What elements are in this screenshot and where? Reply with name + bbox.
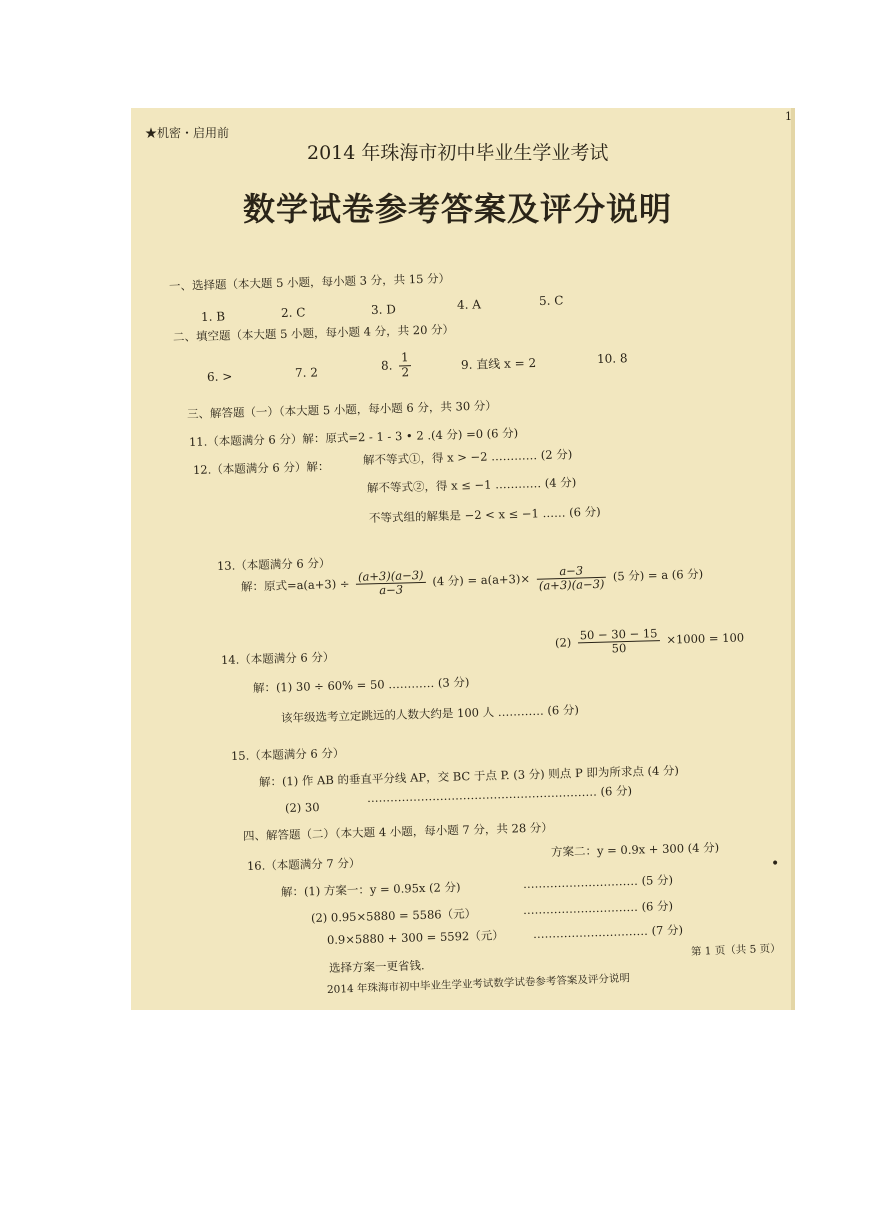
fraction-numerator: (a+3)(a−3) [356, 569, 426, 585]
fraction-denominator: 2 [401, 365, 410, 380]
document-title: 数学试卷参考答案及评分说明 [243, 190, 673, 228]
fraction-numerator: 50 − 30 − 15 [578, 627, 660, 643]
q13-end: (5 分) = a (6 分) [612, 566, 704, 584]
q13-mid: (4 分) = a(a+3)× [432, 571, 531, 589]
q14-part2-label: (2) [554, 635, 572, 650]
question-16-line3: 0.9×5880 + 300 = 5592（元） [326, 928, 504, 947]
question-14-part2 [555, 625, 745, 658]
question-16-line1-dots: ………………………… (5 分) [522, 872, 674, 891]
section1-heading: 一、选择题（本大题 5 小题，每小题 3 分，共 15 分） [168, 271, 451, 293]
question-12-head: 12.（本题满分 6 分）解： [192, 459, 330, 477]
footer-title: 2014 年珠海市初中毕业生学业考试数学试卷参考答案及评分说明 [326, 972, 631, 996]
question-12-line2: 解不等式②，得 x ≤ −1 ………… (4 分) [366, 475, 577, 495]
answer-4: 4. A [456, 297, 482, 312]
answer-9: 9. 直线 x = 2 [460, 355, 537, 372]
fraction-numerator: a−3 [536, 564, 606, 580]
question-14-line1: 解：(1) 30 ÷ 60% = 50 ………… (3 分) [252, 674, 470, 695]
answer-8-fraction [399, 351, 411, 380]
section2-heading: 二、填空题（本大题 5 小题，每小题 4 分，共 20 分） [172, 322, 455, 344]
scanned-answer-sheet [131, 108, 795, 1010]
answer-3: 3. D [370, 302, 397, 317]
answer-2: 2. C [280, 305, 306, 320]
question-14-line2: 该年级选考立定跳远的人数大约是 100 人 ………… (6 分) [280, 702, 580, 725]
question-11: 11.（本题满分 6 分）解：原式=2 - 1 - 3 • 2 .(4 分) =0 (6 分) [188, 425, 519, 449]
question-15-line2: (2) 30 [284, 800, 320, 815]
question-16-head: 16.（本题满分 7 分） [246, 855, 361, 873]
q13-pre: 解：原式=a(a+3) ÷ [240, 576, 350, 594]
question-16-line3-dots: ………………………… (7 分) [532, 922, 684, 941]
paper-edge [791, 108, 795, 1010]
answer-1: 1. B [200, 309, 226, 324]
q14-part2-end: ×1000 = 100 [666, 630, 745, 647]
answer-5: 5. C [538, 293, 564, 308]
question-15-line1-dots: …………………………………………………… (6 分) [366, 783, 633, 805]
question-12-line1: 解不等式①，得 x > −2 ………… (2 分) [362, 447, 573, 467]
page-number: 第 1 页（共 5 页） [690, 942, 781, 958]
question-16-line1: 解：(1) 方案一：y = 0.95x (2 分) [280, 879, 461, 899]
question-15-line1: 解：(1) 作 AB 的垂直平分线 AP，交 BC 于点 P. (3 分) 则点 P 即为所求点 (4 分) [258, 763, 680, 789]
answer-7: 7. 2 [294, 365, 319, 380]
question-13-head: 13.（本题满分 6 分） [216, 555, 331, 573]
answer-8 [381, 351, 415, 381]
answer-6: 6. > [206, 369, 233, 384]
question-14-head: 14.（本题满分 6 分） [220, 649, 335, 667]
exam-title: 2014 年珠海市初中毕业生学业考试 [307, 142, 609, 164]
question-16-line4: 选择方案一更省钱. [328, 958, 425, 975]
section3-heading: 三、解答题（一）（本大题 5 小题，每小题 6 分，共 30 分） [186, 398, 498, 421]
fraction-denominator: (a+3)(a−3) [538, 577, 605, 593]
fraction-numerator: 1 [399, 351, 411, 366]
confidential-mark: ★机密・启用前 [145, 126, 230, 140]
question-12-line3: 不等式组的解集是 −2 < x ≤ −1 …… (6 分) [368, 504, 601, 525]
section4-heading: 四、解答题（二）（本大题 4 小题，每小题 7 分，共 28 分） [242, 820, 554, 843]
q13-fraction-1 [356, 569, 426, 598]
question-16-line2: (2) 0.95×5880 = 5586（元） [310, 906, 477, 925]
answer-8-label: 8. [380, 358, 393, 373]
q14-fraction [578, 627, 661, 657]
question-16-plan2: 方案二：y = 0.9x + 300 (4 分) [550, 840, 720, 859]
q13-fraction-2 [536, 564, 606, 593]
answer-10: 10. 8 [596, 351, 628, 366]
question-16-line2-dots: ………………………… (6 分) [522, 898, 674, 917]
corner-mark: 1 [785, 110, 792, 123]
fraction-denominator: a−3 [379, 582, 404, 598]
question-15-head: 15.（本题满分 6 分） [230, 745, 345, 763]
fraction-denominator: 50 [611, 641, 627, 656]
stray-dot: • [771, 856, 780, 872]
